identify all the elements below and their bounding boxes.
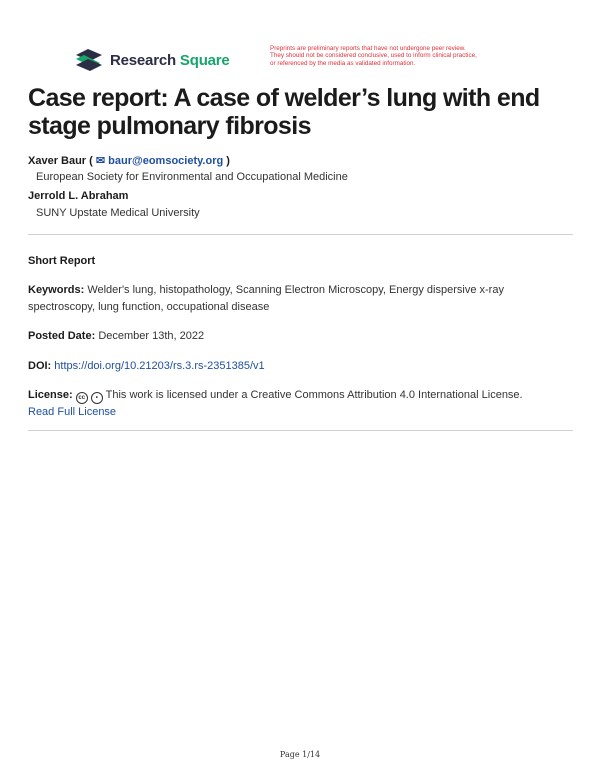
author-name: Xaver Baur [28,155,87,167]
keywords [28,282,573,316]
disclaimer-line: They should not be considered conclusive, used to inform clinical practice, [270,52,477,60]
author-name: Jerrold L. Abraham [28,190,129,202]
keywords-label: Keywords: [28,284,85,296]
page-number: Page 1/14 [279,750,321,759]
author-affiliation: European Society for Environmental and Occupational Medicine [36,171,348,183]
doi [28,358,573,375]
license [28,387,573,421]
doi-label: DOI: [28,360,52,372]
read-full-license-link[interactable]: Read Full License [28,406,117,418]
author-1: Xaver Baur ( ✉ baur@eomsociety.org ) [28,155,230,167]
author-2 [28,190,128,202]
paper-title: Case report: A case of welder’s lung with end stage pulmonary fibrosis [28,84,540,140]
license-label: License: [28,389,73,401]
brand-name: Research Square [110,51,230,69]
divider [28,234,573,235]
disclaimer-line: or referenced by the media as validated information. [270,59,416,67]
research-square-logo-icon [74,47,104,73]
envelope-icon: ✉ [95,155,106,167]
license-text: This work is licensed under a Creative Commons Attribution 4.0 International License. [105,389,523,401]
preprint-disclaimer [270,45,540,67]
by-icon: • [91,392,103,404]
header-logo[interactable] [74,47,230,73]
divider [28,430,573,431]
keywords-value: Welder's lung, histopathology, Scanning Electron Microscopy, Energy dispersive x-ray spectroscopy, lung function, occupational disease [28,284,504,313]
author-email-link[interactable]: baur@eomsociety.org [108,155,224,167]
author-affiliation: SUNY Upstate Medical University [36,207,200,219]
posted-date-label: Posted Date: [28,330,96,342]
cc-icon: cc [76,392,88,404]
posted-date-value: December 13th, 2022 [98,330,205,342]
doi-link[interactable]: https://doi.org/10.21203/rs.3.rs-2351385/v1 [54,360,265,372]
posted-date [28,328,573,345]
article-type: Short Report [28,255,96,267]
disclaimer-line: Preprints are preliminary reports that have not undergone peer review. [270,45,466,52]
